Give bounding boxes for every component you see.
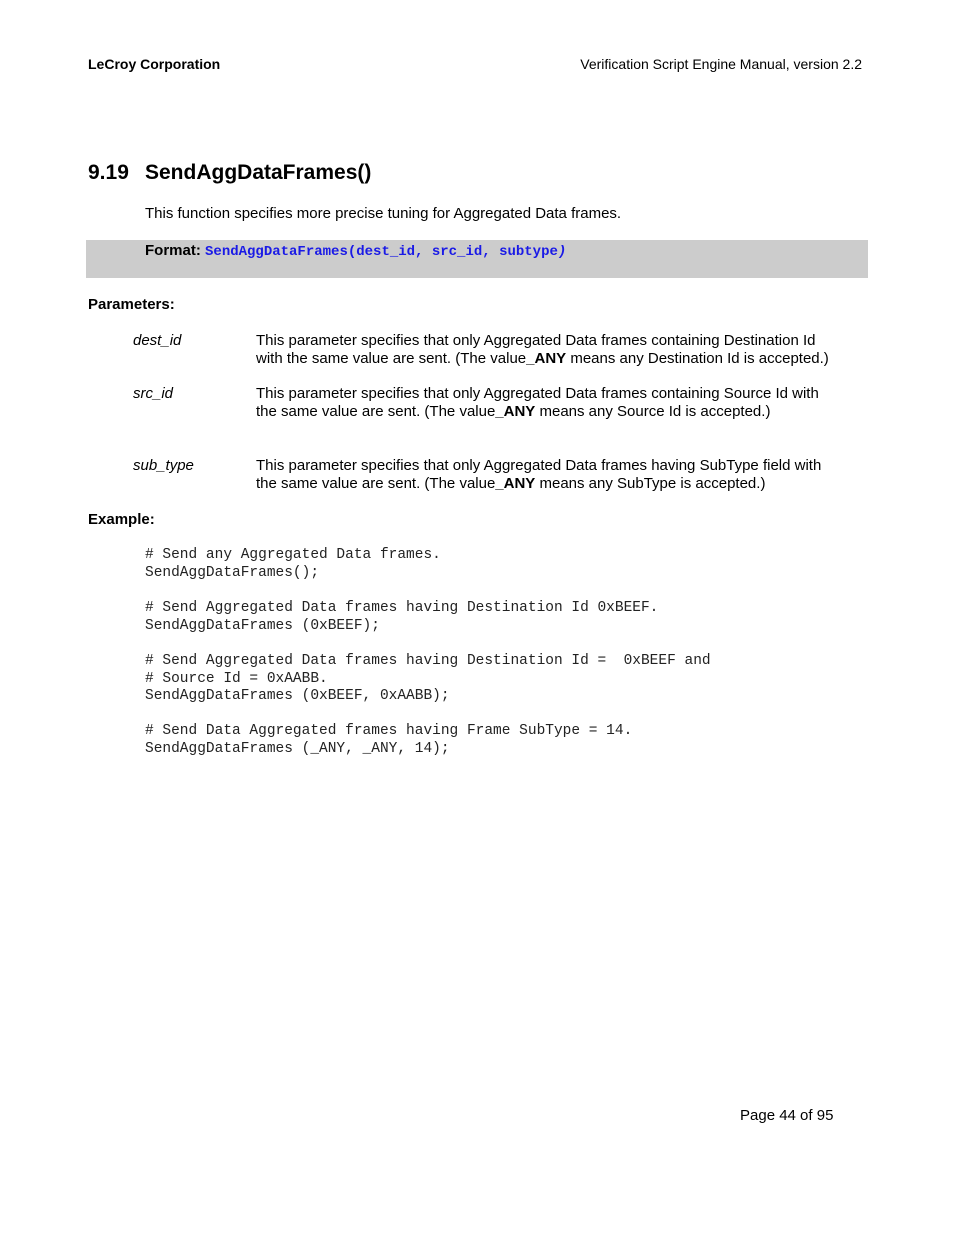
code-block-1: # Send any Aggregated Data frames. SendAggDataFrames(); [145,547,441,581]
section-heading [88,161,371,185]
intro-paragraph: This function specifies more precise tuning for Aggregated Data frames. [145,205,622,222]
format-close-paren: ) [557,244,567,260]
param-desc-line2 [256,403,866,421]
header-manual-title: Verification Script Engine Manual, version 2.2 [580,56,862,72]
param-keyword-any: _ANY [526,350,567,367]
param-keyword-any: _ANY [495,403,536,420]
header-company: LeCroy Corporation [88,56,221,72]
param-desc-dest-id [256,332,866,368]
param-desc-text: the same value are sent. (The value [256,475,496,492]
example-heading: Example: [88,511,155,528]
param-desc-text: the same value are sent. (The value [256,403,496,420]
param-desc-text: means any Source Id is accepted.) [535,403,771,420]
param-desc-line2 [256,475,866,493]
param-desc-line1: This parameter specifies that only Aggregated Data frames containing Source Id with [256,385,819,402]
code-block-4: # Send Data Aggregated frames having Frame SubType = 14. SendAggDataFrames (_ANY, _ANY, 14); [145,723,633,757]
param-desc-text: means any Destination Id is accepted.) [566,350,829,367]
param-name-sub-type: sub_type [133,457,194,474]
section-title: SendAggDataFrames() [145,161,372,184]
code-block-3: # Send Aggregated Data frames having Destination Id = 0xBEEF and # Source Id = 0xAABB. SendAggDataFrames (0xBEEF, 0xAABB); [145,653,711,704]
format-line [145,242,566,260]
param-name-dest-id: dest_id [133,332,182,349]
param-desc-line1: This parameter specifies that only Aggregated Data frames having SubType field with [256,457,822,474]
param-desc-text: with the same value are sent. (The value [256,350,527,367]
param-keyword-any: _ANY [495,475,536,492]
format-box [86,240,868,278]
format-signature [205,244,566,260]
param-desc-line2 [256,350,866,368]
format-code: SendAggDataFrames(dest_id, src_id, subtype [205,244,558,260]
param-desc-sub-type [256,457,866,493]
param-desc-line1: This parameter specifies that only Aggregated Data frames containing Destination Id [256,332,816,349]
format-label: Format: [145,242,201,259]
param-desc-src-id [256,385,866,421]
param-name-src-id: src_id [133,385,174,402]
param-desc-text: means any SubType is accepted.) [535,475,766,492]
page-number: Page 44 of 95 [740,1107,834,1124]
section-number: 9.19 [88,161,129,184]
parameters-heading: Parameters: [88,296,175,313]
code-block-2: # Send Aggregated Data frames having Destination Id 0xBEEF. SendAggDataFrames (0xBEEF); [145,600,659,634]
